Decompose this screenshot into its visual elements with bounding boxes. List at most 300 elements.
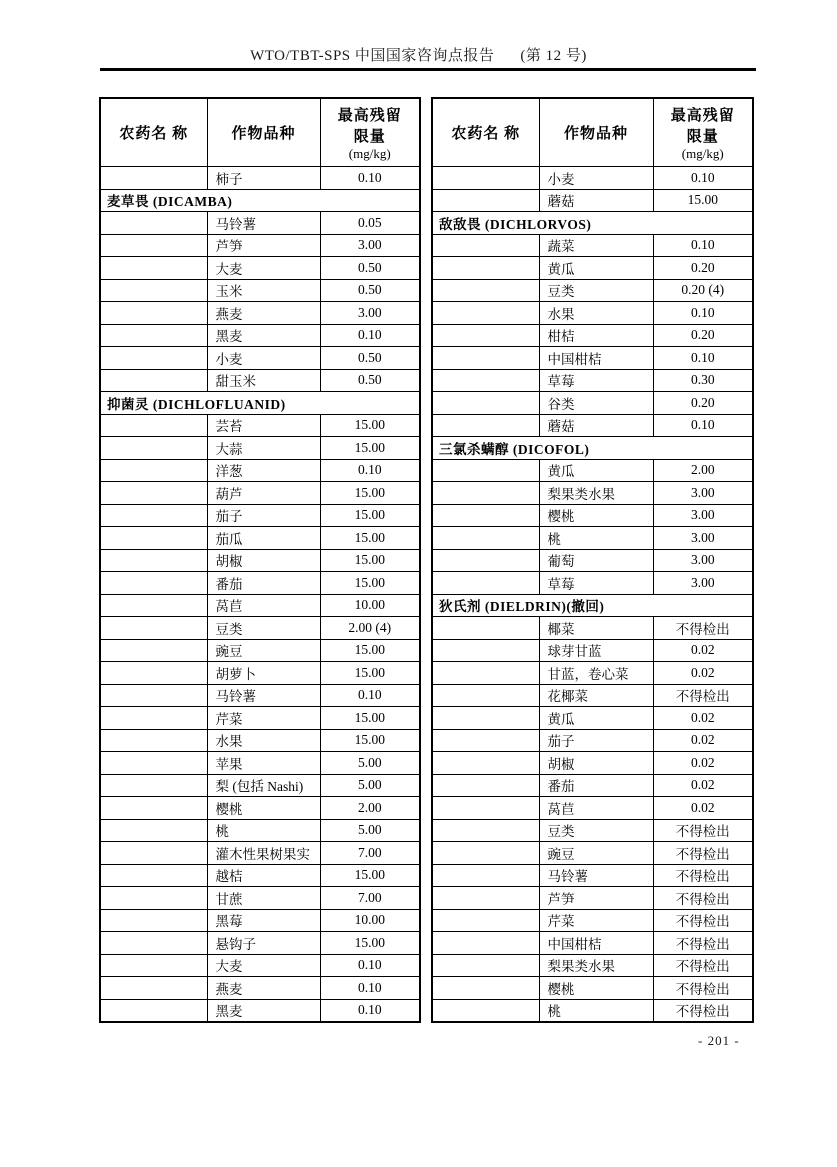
- crop-cell: 悬钩子: [207, 932, 320, 955]
- crop-cell: 茄子: [207, 504, 320, 527]
- mrl-table-row: [100, 369, 420, 392]
- crop-cell: 玉米: [207, 279, 320, 302]
- mrl-cell: 0.02: [653, 797, 753, 820]
- mrl-cell: 15.00: [320, 572, 420, 595]
- pesticide-cell: [100, 617, 207, 640]
- mrl-table-row: [432, 302, 753, 325]
- mrl-cell: 15.00: [320, 527, 420, 550]
- pesticide-cell: [100, 324, 207, 347]
- crop-cell: 桃: [539, 527, 653, 550]
- pesticide-cell: [432, 887, 539, 910]
- pesticide-cell: [100, 257, 207, 280]
- table-header-row: [100, 98, 420, 167]
- crop-cell: 番茄: [539, 774, 653, 797]
- mrl-cell: 10.00: [320, 909, 420, 932]
- pesticide-cell: [432, 707, 539, 730]
- pesticide-cell: [100, 842, 207, 865]
- mrl-cell: 不得检出: [653, 864, 753, 887]
- mrl-table-row: [100, 527, 420, 550]
- mrl-table-row: [100, 932, 420, 955]
- mrl-table-row: [100, 639, 420, 662]
- pesticide-cell: [432, 617, 539, 640]
- crop-cell: 芹菜: [207, 707, 320, 730]
- mrl-table-row: [432, 684, 753, 707]
- mrl-cell: 不得检出: [653, 842, 753, 865]
- pesticide-cell: [100, 414, 207, 437]
- pesticide-cell: [432, 549, 539, 572]
- document-header: [0, 44, 837, 65]
- crop-cell: 葡萄: [539, 549, 653, 572]
- mrl-table-row: [432, 864, 753, 887]
- crop-cell: 莴苣: [539, 797, 653, 820]
- header-issue-number: (第 12 号): [520, 48, 587, 64]
- mrl-cell: 0.02: [653, 774, 753, 797]
- pesticide-section-label: 三氯杀螨醇 (DICOFOL): [432, 437, 753, 460]
- mrl-cell: 0.50: [320, 347, 420, 370]
- pesticide-cell: [432, 954, 539, 977]
- mrl-header-unit: (mg/kg): [348, 145, 391, 161]
- mrl-cell: 3.00: [320, 234, 420, 257]
- pesticide-cell: [432, 909, 539, 932]
- mrl-table-row: [432, 954, 753, 977]
- mrl-table-right: [431, 97, 754, 1023]
- crop-cell: 茄子: [539, 729, 653, 752]
- pesticide-section-row: [100, 189, 420, 212]
- mrl-cell: 0.10: [320, 167, 420, 190]
- pesticide-cell: [432, 797, 539, 820]
- pesticide-cell: [100, 797, 207, 820]
- mrl-cell: 0.20: [653, 257, 753, 280]
- mrl-table-row: [432, 842, 753, 865]
- crop-cell: 大麦: [207, 954, 320, 977]
- crop-cell: 芦笋: [539, 887, 653, 910]
- crop-cell: 芦笋: [207, 234, 320, 257]
- mrl-cell: 7.00: [320, 842, 420, 865]
- mrl-table-row: [432, 347, 753, 370]
- mrl-cell: 0.10: [320, 684, 420, 707]
- mrl-table-row: [100, 347, 420, 370]
- mrl-cell: 0.10: [653, 234, 753, 257]
- crop-cell: 越桔: [207, 864, 320, 887]
- mrl-cell: 0.50: [320, 369, 420, 392]
- pesticide-cell: [432, 324, 539, 347]
- mrl-header-line1: 最高残留: [670, 107, 735, 124]
- mrl-table-row: [100, 887, 420, 910]
- col-header-crop: 作物品种: [539, 98, 653, 167]
- pesticide-cell: [100, 639, 207, 662]
- crop-cell: 花椰菜: [539, 684, 653, 707]
- mrl-table-row: [100, 234, 420, 257]
- pesticide-cell: [432, 729, 539, 752]
- mrl-cell: 不得检出: [653, 977, 753, 1000]
- crop-cell: 小麦: [539, 167, 653, 190]
- mrl-table-row: [100, 212, 420, 235]
- mrl-table-row: [100, 729, 420, 752]
- crop-cell: 灌木性果树果实: [207, 842, 320, 865]
- pesticide-cell: [432, 572, 539, 595]
- pesticide-cell: [432, 302, 539, 325]
- mrl-table-row: [100, 864, 420, 887]
- crop-cell: 草莓: [539, 369, 653, 392]
- pesticide-cell: [100, 459, 207, 482]
- mrl-cell: 不得检出: [653, 909, 753, 932]
- pesticide-cell: [100, 369, 207, 392]
- mrl-table-row: [432, 572, 753, 595]
- crop-cell: 小麦: [207, 347, 320, 370]
- mrl-cell: 15.00: [320, 482, 420, 505]
- crop-cell: 桃: [207, 819, 320, 842]
- mrl-table-row: [432, 482, 753, 505]
- mrl-table-row: [100, 774, 420, 797]
- mrl-cell: 2.00: [320, 797, 420, 820]
- mrl-table-row: [432, 617, 753, 640]
- mrl-table-row: [432, 257, 753, 280]
- crop-cell: 大麦: [207, 257, 320, 280]
- mrl-table-row: [432, 234, 753, 257]
- pesticide-cell: [100, 234, 207, 257]
- mrl-table-left: [99, 97, 421, 1023]
- mrl-cell: 15.00: [320, 549, 420, 572]
- pesticide-cell: [432, 234, 539, 257]
- crop-cell: 中国柑桔: [539, 932, 653, 955]
- mrl-table-row: [432, 392, 753, 415]
- crop-cell: 蘑菇: [539, 414, 653, 437]
- mrl-cell: 15.00: [320, 639, 420, 662]
- crop-cell: 豆类: [539, 819, 653, 842]
- pesticide-cell: [432, 842, 539, 865]
- mrl-table-row: [100, 459, 420, 482]
- mrl-cell: 5.00: [320, 752, 420, 775]
- crop-cell: 甘蔗: [207, 887, 320, 910]
- mrl-cell: 不得检出: [653, 887, 753, 910]
- crop-cell: 豌豆: [539, 842, 653, 865]
- mrl-table-row: [432, 549, 753, 572]
- crop-cell: 豆类: [539, 279, 653, 302]
- mrl-table-row: [432, 369, 753, 392]
- mrl-table-row: [100, 909, 420, 932]
- mrl-table-row: [432, 527, 753, 550]
- mrl-cell: 15.00: [320, 437, 420, 460]
- mrl-table-row: [100, 302, 420, 325]
- crop-cell: 黑麦: [207, 324, 320, 347]
- crop-cell: 马铃薯: [207, 212, 320, 235]
- mrl-cell: 不得检出: [653, 819, 753, 842]
- crop-cell: 柑桔: [539, 324, 653, 347]
- mrl-cell: 15.00: [320, 414, 420, 437]
- crop-cell: 甘蓝，卷心菜: [539, 662, 653, 685]
- mrl-cell: 0.20: [653, 324, 753, 347]
- crop-cell: 樱桃: [539, 977, 653, 1000]
- mrl-header-unit: (mg/kg): [681, 145, 724, 161]
- crop-cell: 梨 (包括 Nashi): [207, 774, 320, 797]
- pesticide-section-label: 麦草畏 (DICAMBA): [100, 189, 420, 212]
- crop-cell: 蘑菇: [539, 189, 653, 212]
- mrl-table-row: [100, 594, 420, 617]
- mrl-table-row: [432, 639, 753, 662]
- pesticide-section-label: 敌敌畏 (DICHLORVOS): [432, 212, 753, 235]
- pesticide-cell: [100, 549, 207, 572]
- mrl-cell: 0.02: [653, 729, 753, 752]
- mrl-table-row: [100, 842, 420, 865]
- pesticide-section-row: [432, 594, 753, 617]
- mrl-cell: 0.20: [653, 392, 753, 415]
- pesticide-cell: [100, 774, 207, 797]
- crop-cell: 洋葱: [207, 459, 320, 482]
- mrl-cell: 0.20 (4): [653, 279, 753, 302]
- pesticide-section-label: 狄氏剂 (DIELDRIN)(撤回): [432, 594, 753, 617]
- mrl-cell: 15.00: [320, 662, 420, 685]
- mrl-cell: 0.02: [653, 707, 753, 730]
- mrl-cell: 0.10: [320, 459, 420, 482]
- mrl-table-row: [100, 279, 420, 302]
- crop-cell: 谷类: [539, 392, 653, 415]
- pesticide-cell: [432, 977, 539, 1000]
- mrl-cell: 15.00: [320, 729, 420, 752]
- mrl-table-row: [100, 549, 420, 572]
- mrl-cell: 3.00: [653, 527, 753, 550]
- crop-cell: 黄瓜: [539, 707, 653, 730]
- crop-cell: 甜玉米: [207, 369, 320, 392]
- crop-cell: 草莓: [539, 572, 653, 595]
- mrl-cell: 0.02: [653, 639, 753, 662]
- pesticide-cell: [432, 369, 539, 392]
- mrl-table-row: [432, 167, 753, 190]
- crop-cell: 梨果类水果: [539, 954, 653, 977]
- mrl-table-row: [432, 459, 753, 482]
- pesticide-cell: [100, 302, 207, 325]
- crop-cell: 水果: [539, 302, 653, 325]
- mrl-cell: 0.10: [320, 954, 420, 977]
- pesticide-cell: [100, 504, 207, 527]
- crop-cell: 樱桃: [539, 504, 653, 527]
- pesticide-cell: [100, 729, 207, 752]
- mrl-table-row: [432, 414, 753, 437]
- pesticide-cell: [432, 482, 539, 505]
- mrl-table-row: [432, 189, 753, 212]
- crop-cell: 茄瓜: [207, 527, 320, 550]
- pesticide-cell: [100, 864, 207, 887]
- mrl-cell: 0.50: [320, 257, 420, 280]
- pesticide-cell: [100, 752, 207, 775]
- mrl-cell: 0.30: [653, 369, 753, 392]
- pesticide-cell: [100, 347, 207, 370]
- crop-cell: 芸苔: [207, 414, 320, 437]
- col-header-crop: 作物品种: [207, 98, 320, 167]
- mrl-cell: 不得检出: [653, 684, 753, 707]
- mrl-cell: 不得检出: [653, 999, 753, 1022]
- mrl-table-row: [100, 999, 420, 1022]
- mrl-table-row: [100, 684, 420, 707]
- mrl-table-row: [432, 729, 753, 752]
- page-number: - 201 -: [698, 1033, 740, 1048]
- col-header-mrl: [653, 98, 753, 167]
- crop-cell: 豆类: [207, 617, 320, 640]
- pesticide-section-row: [432, 212, 753, 235]
- table-header-row: [432, 98, 753, 167]
- crop-cell: 黄瓜: [539, 459, 653, 482]
- mrl-table-row: [100, 572, 420, 595]
- pesticide-cell: [100, 594, 207, 617]
- mrl-cell: 3.00: [320, 302, 420, 325]
- mrl-cell: 15.00: [320, 504, 420, 527]
- mrl-cell: 3.00: [653, 572, 753, 595]
- crop-cell: 胡椒: [539, 752, 653, 775]
- mrl-cell: 0.02: [653, 752, 753, 775]
- mrl-cell: 3.00: [653, 504, 753, 527]
- mrl-cell: 7.00: [320, 887, 420, 910]
- mrl-table-row: [100, 707, 420, 730]
- pesticide-cell: [432, 932, 539, 955]
- mrl-cell: 15.00: [653, 189, 753, 212]
- pesticide-cell: [432, 819, 539, 842]
- mrl-table-right-body: [432, 167, 753, 1023]
- mrl-table-row: [432, 797, 753, 820]
- mrl-table-row: [100, 662, 420, 685]
- crop-cell: 马铃薯: [207, 684, 320, 707]
- mrl-cell: 0.10: [653, 302, 753, 325]
- mrl-cell: 不得检出: [653, 932, 753, 955]
- mrl-header-line1: 最高残留: [337, 107, 402, 124]
- mrl-table-row: [432, 279, 753, 302]
- mrl-table-row: [432, 977, 753, 1000]
- pesticide-cell: [432, 999, 539, 1022]
- pesticide-cell: [432, 752, 539, 775]
- mrl-table-row: [100, 414, 420, 437]
- mrl-cell: 0.10: [653, 414, 753, 437]
- pesticide-cell: [432, 257, 539, 280]
- mrl-cell: 5.00: [320, 819, 420, 842]
- pesticide-cell: [100, 977, 207, 1000]
- mrl-cell: 0.10: [653, 347, 753, 370]
- mrl-cell: 0.10: [653, 167, 753, 190]
- pesticide-cell: [100, 437, 207, 460]
- pesticide-cell: [100, 819, 207, 842]
- mrl-table-row: [100, 797, 420, 820]
- crop-cell: 黑莓: [207, 909, 320, 932]
- mrl-cell: 3.00: [653, 482, 753, 505]
- crop-cell: 水果: [207, 729, 320, 752]
- mrl-table-row: [100, 482, 420, 505]
- mrl-cell: 0.10: [320, 999, 420, 1022]
- mrl-table-row: [100, 819, 420, 842]
- pesticide-cell: [100, 279, 207, 302]
- mrl-table-row: [100, 437, 420, 460]
- pesticide-cell: [432, 864, 539, 887]
- crop-cell: 燕麦: [207, 302, 320, 325]
- pesticide-cell: [100, 167, 207, 190]
- pesticide-cell: [432, 167, 539, 190]
- crop-cell: 番茄: [207, 572, 320, 595]
- mrl-cell: 不得检出: [653, 617, 753, 640]
- crop-cell: 球芽甘蓝: [539, 639, 653, 662]
- mrl-table-row: [432, 707, 753, 730]
- mrl-table-row: [100, 954, 420, 977]
- mrl-table-row: [432, 819, 753, 842]
- pesticide-section-row: [432, 437, 753, 460]
- mrl-header-line2: 限量: [353, 128, 386, 145]
- pesticide-cell: [432, 684, 539, 707]
- crop-cell: 豌豆: [207, 639, 320, 662]
- crop-cell: 蔬菜: [539, 234, 653, 257]
- crop-cell: 燕麦: [207, 977, 320, 1000]
- col-header-pesticide: 农药名 称: [100, 98, 207, 167]
- pesticide-cell: [100, 662, 207, 685]
- mrl-table-row: [432, 752, 753, 775]
- pesticide-cell: [432, 774, 539, 797]
- mrl-cell: 0.05: [320, 212, 420, 235]
- crop-cell: 中国柑桔: [539, 347, 653, 370]
- mrl-table-row: [432, 774, 753, 797]
- mrl-table-row: [100, 167, 420, 190]
- mrl-table-row: [100, 257, 420, 280]
- col-header-mrl: [320, 98, 420, 167]
- crop-cell: 桃: [539, 999, 653, 1022]
- pesticide-cell: [432, 189, 539, 212]
- pesticide-cell: [432, 639, 539, 662]
- mrl-table-row: [432, 662, 753, 685]
- pesticide-cell: [432, 662, 539, 685]
- crop-cell: 苹果: [207, 752, 320, 775]
- mrl-table-row: [100, 504, 420, 527]
- pesticide-section-row: [100, 392, 420, 415]
- pesticide-cell: [100, 707, 207, 730]
- pesticide-cell: [432, 279, 539, 302]
- crop-cell: 胡萝卜: [207, 662, 320, 685]
- mrl-table-row: [432, 324, 753, 347]
- mrl-cell: 0.10: [320, 977, 420, 1000]
- pesticide-cell: [100, 932, 207, 955]
- mrl-cell: 15.00: [320, 932, 420, 955]
- pesticide-cell: [432, 527, 539, 550]
- mrl-cell: 15.00: [320, 707, 420, 730]
- mrl-table-row: [100, 324, 420, 347]
- mrl-cell: 15.00: [320, 864, 420, 887]
- crop-cell: 梨果类水果: [539, 482, 653, 505]
- mrl-table-left-body: [100, 167, 420, 1023]
- mrl-table-row: [432, 504, 753, 527]
- pesticide-cell: [100, 909, 207, 932]
- pesticide-cell: [100, 572, 207, 595]
- crop-cell: 芹菜: [539, 909, 653, 932]
- mrl-cell: 0.50: [320, 279, 420, 302]
- pesticide-cell: [432, 459, 539, 482]
- mrl-table-row: [432, 887, 753, 910]
- pesticide-cell: [432, 392, 539, 415]
- pesticide-section-label: 抑菌灵 (DICHLOFLUANID): [100, 392, 420, 415]
- mrl-cell: 5.00: [320, 774, 420, 797]
- crop-cell: 马铃薯: [539, 864, 653, 887]
- pesticide-cell: [432, 414, 539, 437]
- crop-cell: 胡椒: [207, 549, 320, 572]
- crop-cell: 大蒜: [207, 437, 320, 460]
- pesticide-cell: [100, 954, 207, 977]
- mrl-header-line2: 限量: [686, 128, 719, 145]
- mrl-cell: 2.00 (4): [320, 617, 420, 640]
- mrl-table-row: [100, 617, 420, 640]
- col-header-pesticide: 农药名 称: [432, 98, 539, 167]
- mrl-table-row: [432, 932, 753, 955]
- mrl-cell: 不得检出: [653, 954, 753, 977]
- crop-cell: 柿子: [207, 167, 320, 190]
- mrl-cell: 0.10: [320, 324, 420, 347]
- pesticide-cell: [432, 504, 539, 527]
- mrl-cell: 0.02: [653, 662, 753, 685]
- pesticide-cell: [100, 527, 207, 550]
- crop-cell: 樱桃: [207, 797, 320, 820]
- mrl-table-row: [432, 909, 753, 932]
- mrl-table-row: [100, 752, 420, 775]
- crop-cell: 椰菜: [539, 617, 653, 640]
